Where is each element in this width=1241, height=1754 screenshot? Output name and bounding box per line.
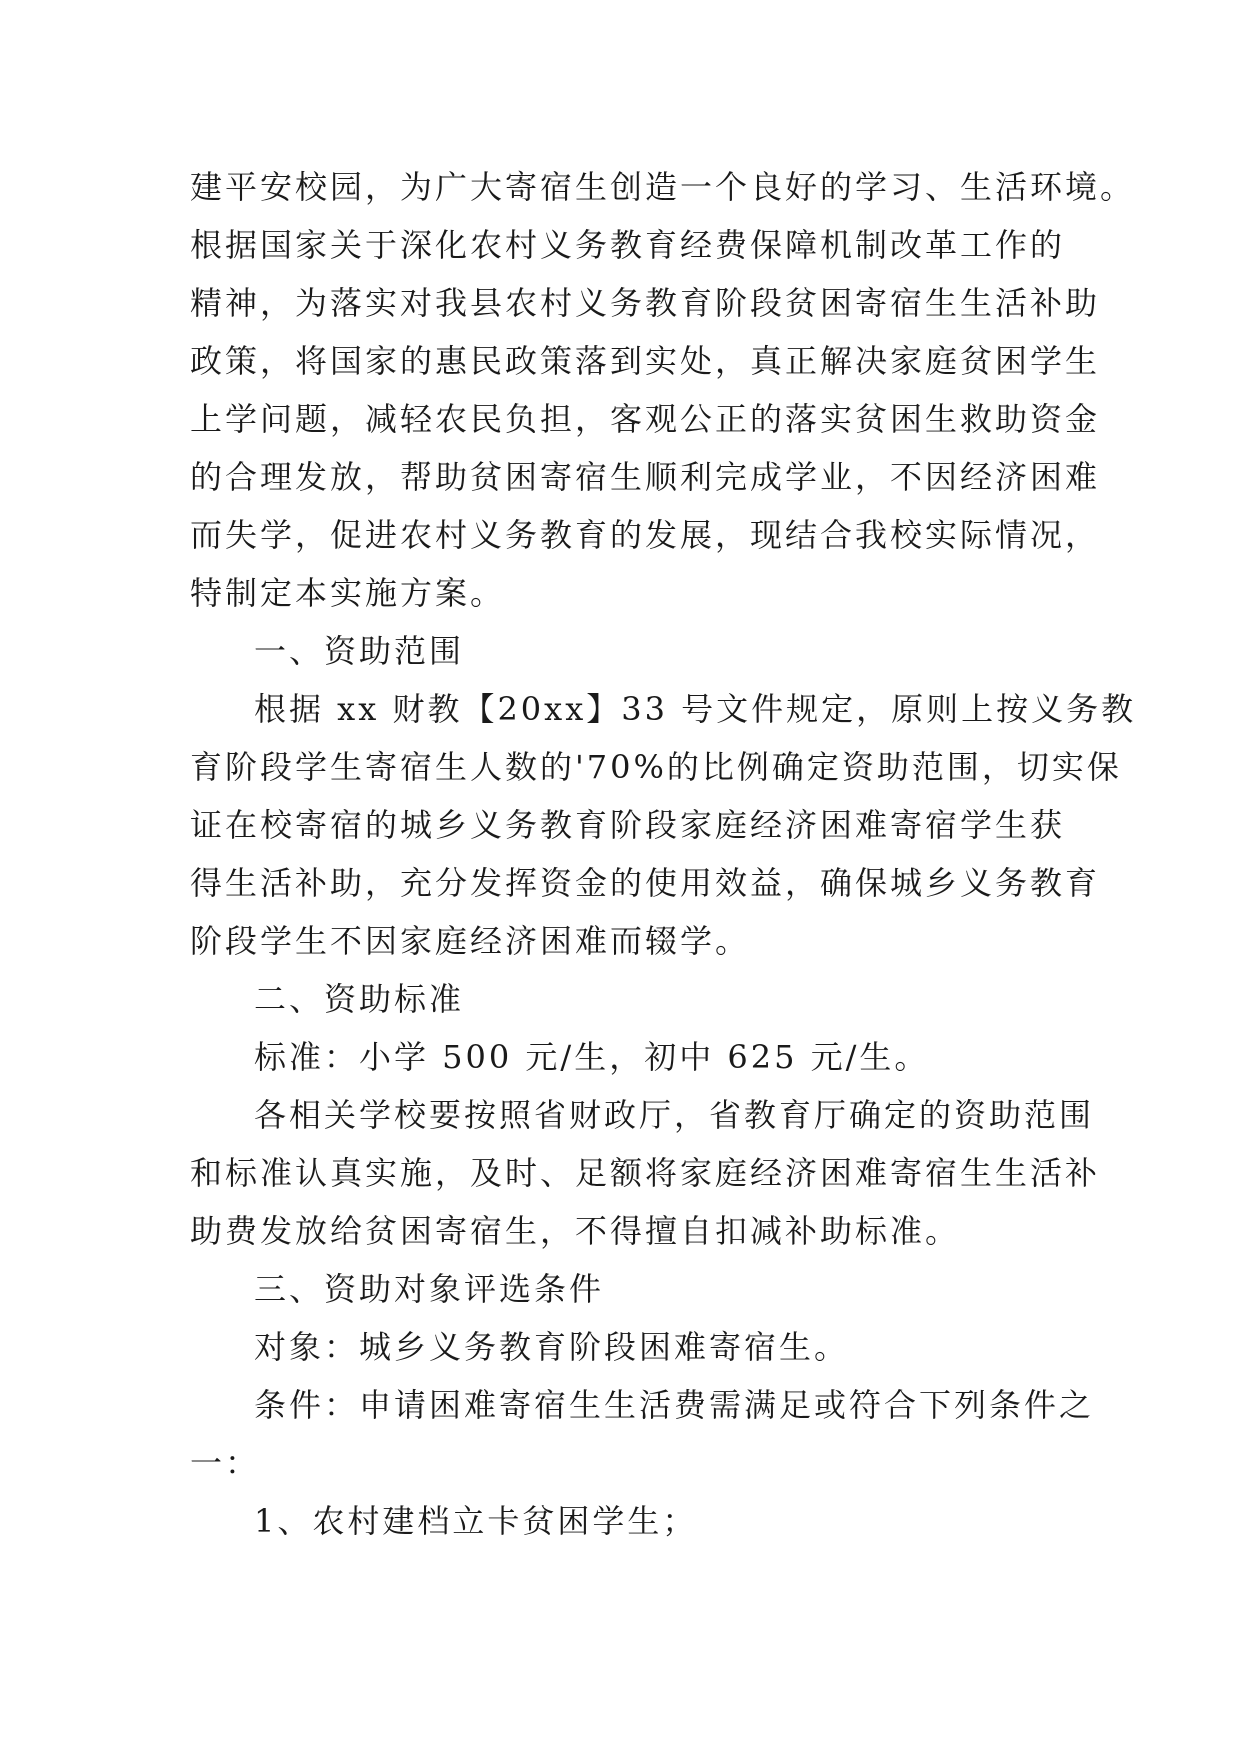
document-body xyxy=(190,158,1137,1550)
text-line: 育阶段学生寄宿生人数的'70%的比例确定资助范围，切实保 xyxy=(190,748,1122,786)
text-line: 的合理发放，帮助贫困寄宿生顺利完成学业，不因经济困难 xyxy=(190,458,1101,496)
text-line: 而失学，促进农村义务教育的发展，现结合我校实际情况， xyxy=(190,516,1101,554)
section-heading: 一、资助范围 xyxy=(254,632,465,670)
text-line: 得生活补助，充分发挥资金的使用效益，确保城乡义务教育 xyxy=(190,864,1101,902)
text-line: 标准：小学 500 元/生，初中 625 元/生。 xyxy=(254,1038,930,1076)
text-line: 助费发放给贫困寄宿生，不得擅自扣减补助标准。 xyxy=(190,1212,961,1250)
text-line: 对象：城乡义务教育阶段困难寄宿生。 xyxy=(254,1328,850,1366)
text-line: 建平安校园，为广大寄宿生创造一个良好的学习、生活环境。 xyxy=(190,168,1136,206)
text-line: 根据 xx 财教【20xx】33 号文件规定，原则上按义务教 xyxy=(254,690,1137,728)
text-line: 根据国家关于深化农村义务教育经费保障机制改革工作的 xyxy=(190,226,1066,264)
section-heading: 三、资助对象评选条件 xyxy=(254,1270,605,1308)
text-line: 和标准认真实施，及时、足额将家庭经济困难寄宿生生活补 xyxy=(190,1154,1101,1192)
text-line: 条件：申请困难寄宿生生活费需满足或符合下列条件之 xyxy=(254,1386,1095,1424)
text-line: 政策，将国家的惠民政策落到实处，真正解决家庭贫困学生 xyxy=(190,342,1101,380)
text-line: 一： xyxy=(190,1444,261,1482)
text-line: 特制定本实施方案。 xyxy=(190,574,506,612)
list-item: 1、农村建档立卡贫困学生； xyxy=(254,1502,698,1540)
section-heading: 二、资助标准 xyxy=(254,980,465,1018)
text-line: 阶段学生不因家庭经济困难而辍学。 xyxy=(190,922,751,960)
text-line: 各相关学校要按照省财政厅，省教育厅确定的资助范围 xyxy=(254,1096,1095,1134)
text-line: 精神，为落实对我县农村义务教育阶段贫困寄宿生生活补助 xyxy=(190,284,1101,322)
text-line: 上学问题，减轻农民负担，客观公正的落实贫困生救助资金 xyxy=(190,400,1101,438)
text-line: 证在校寄宿的城乡义务教育阶段家庭经济困难寄宿学生获 xyxy=(190,806,1066,844)
